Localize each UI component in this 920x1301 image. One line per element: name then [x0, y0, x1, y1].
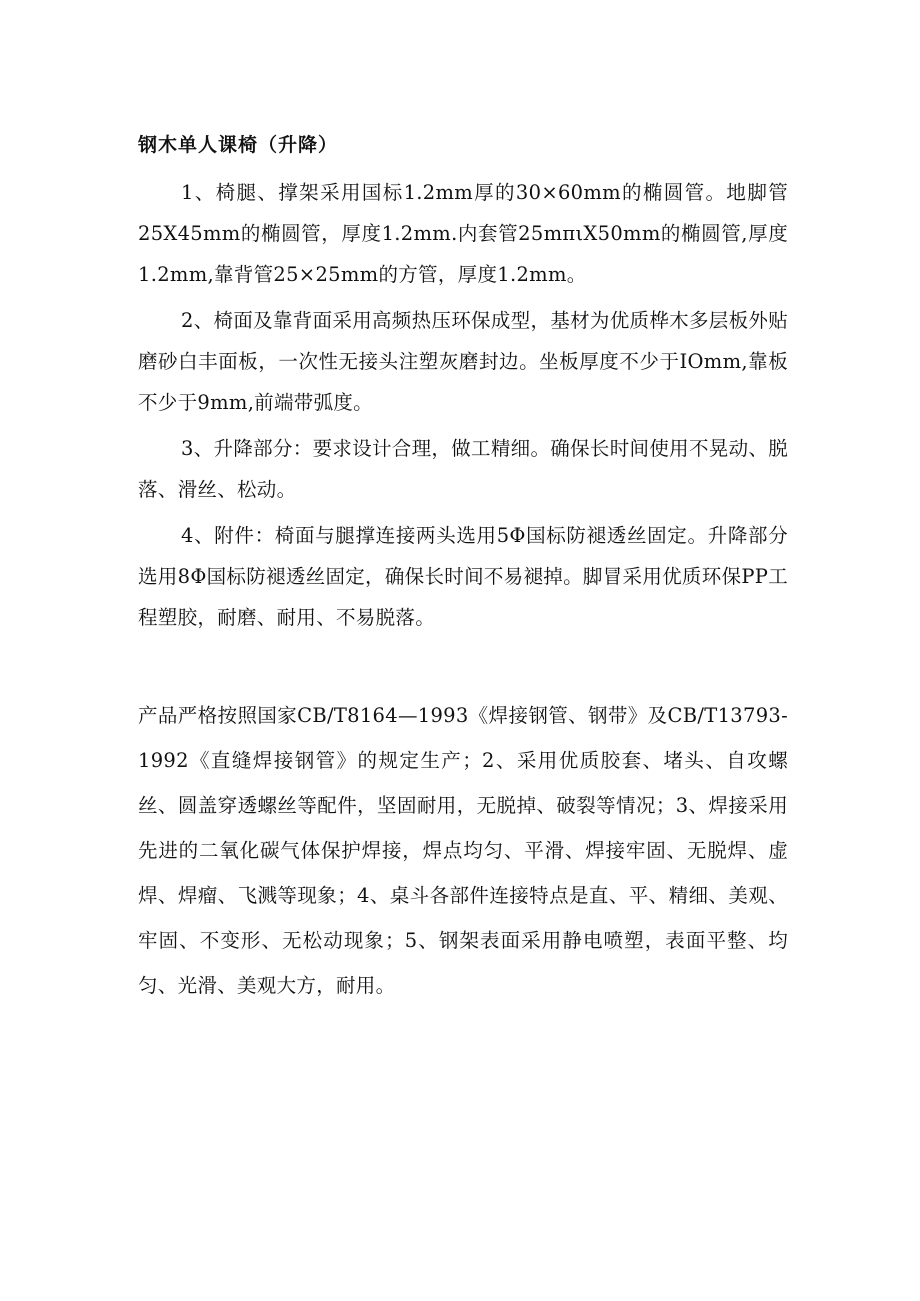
paragraph-legs: 1、椅腿、撑架采用国标1.2mm厚的30×60mm的椭圆管。地脚管25X45mm的椭圆管，厚度1.2mm.内套管25mπιX50mm的椭圆管,厚度1.2mm,靠背管25×25mm的方管，厚度1.2mm。 — [138, 181, 788, 286]
paragraph-accessories: 4、附件：椅面与腿撑连接两头选用5Φ国标防褪透丝固定。升降部分选用8Φ国标防褪透丝固定，确保长时间不易褪掉。脚冒采用优质环保PP工程塑胶，耐磨、耐用、不易脱落。 — [138, 524, 788, 629]
document-title: 钢木单人课椅（升降） — [138, 134, 339, 156]
document-page — [138, 126, 788, 1008]
paragraph-standards: 产品严格按照国家CB/T8164—1993《焊接钢管、钢带》及CB/T13793-1992《直缝焊接钢管》的规定生产；2、采用优质胶套、堵头、自攻螺丝、圆盖穿透螺丝等配件，坚固耐用，无脱掉、破裂等情况；3、焊接采用先进的二氧化碳气体保护焊接，焊点均匀、平滑、焊接牢固、无脱焊、虚焊、焊瘤、飞溅等现象；4、桌斗各部件连接特点是直、平、精细、美观、牢固、不变形、无松动现象；5、钢架表面采用静电喷塑，表面平整、均匀、光滑、美观大方，耐用。 — [138, 704, 788, 997]
paragraph-seat: 2、椅面及靠背面采用高频热压环保成型，基材为优质桦木多层板外贴磨砂白丰面板，一次性无接头注塑灰磨封边。坐板厚度不少于IOmm,靠板不少于9mm,前端带弧度。 — [138, 309, 788, 414]
paragraph-lift: 3、升降部分：要求设计合理，做工精细。确保长时间使用不晃动、脱落、滑丝、松动。 — [138, 437, 788, 501]
section-gap — [138, 643, 788, 693]
